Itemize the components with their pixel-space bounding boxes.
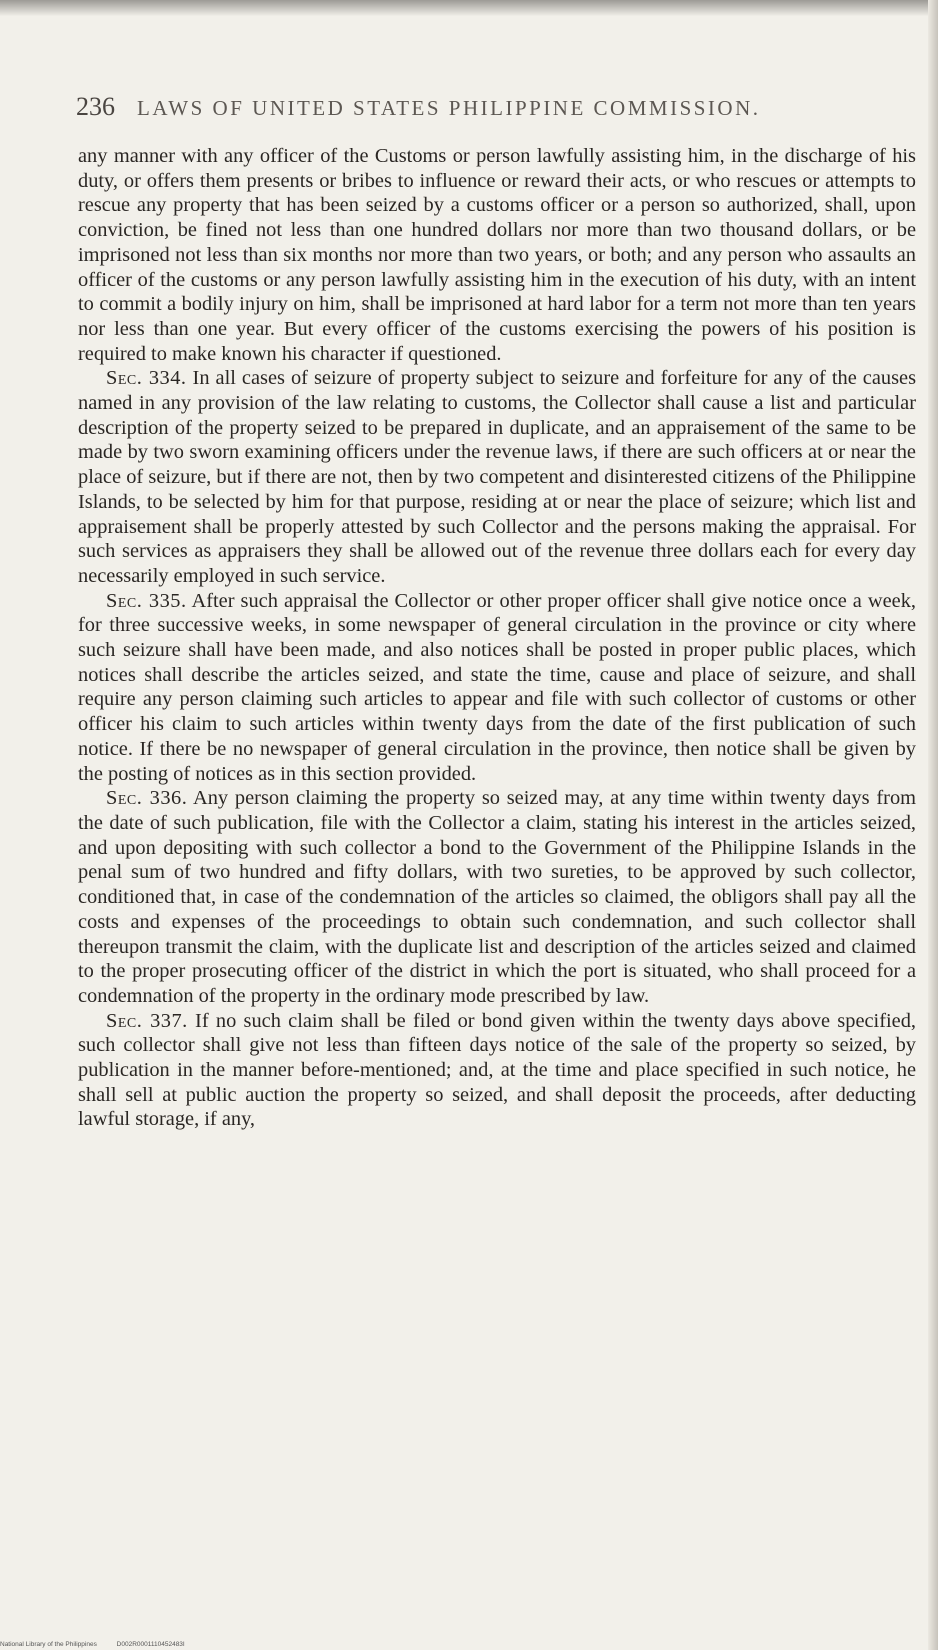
section-334 [78, 366, 916, 588]
scan-top-edge [0, 0, 938, 16]
footer-identifier: D002R0001110452483I [116, 1641, 185, 1648]
scan-right-edge [928, 0, 938, 1650]
paragraph-text: In all cases of seizure of property subject to seizure and forfeiture for any of the causes named in any provision of the law relating to customs, the Collector shall cause a list and particular description of the property seized to be prepared in duplicate, and an appraisement of the same to be made by two sworn examining officers under the revenue laws, if there are such officers at or near the place of seizure, but if there are not, then by two competent and disinterested citizens of the Philippine Islands, to be selected by him for that purpose, residing at or near the place of seizure; which list and appraisement shall be properly attested by such Collector and the persons making the appraisal. For such services as appraisers they shall be allowed out of the revenue three dollars each for every day necessarily employed in such service. [78, 367, 917, 587]
page-number: 236 [76, 92, 115, 121]
document-page [78, 92, 916, 1132]
section-label: Sec. 337. [106, 1009, 188, 1032]
paragraph-continuation [78, 144, 916, 366]
section-335 [78, 589, 916, 787]
scan-footer [0, 1641, 185, 1648]
body-text [78, 144, 916, 1132]
section-337 [78, 1009, 916, 1133]
paragraph-text: After such appraisal the Collector or other proper officer shall give notice once a week, for three successive weeks, in some newspaper of general circulation in the province or city where such seizure shall have been made, and also notices shall be posted in proper public places, which notices shall describe the articles seized, and state the time, cause and place of seizure, and shall require any person claiming such articles to appear and file with such collector of customs or other officer his claim to such articles within twenty days from the date of the first publication of such notice. If there be no newspaper of general circulation in the province, then notice shall be given by the posting of notices as in this section provided. [78, 589, 917, 785]
section-336 [78, 786, 916, 1008]
footer-library: National Library of the Philippines [0, 1641, 97, 1648]
paragraph-text: Any person claiming the property so seized may, at any time within twenty days from the date of such publication, file with the Collector a claim, stating his interest in the articles seized, and upon depositing with such collector a bond to the Government of the Philippine Islands in the penal sum of two hundred and fifty dollars, with two sureties, to be approved by such collector, conditioned that, in case of the condemnation of the articles so claimed, the obligors shall pay all the costs and expenses of the proceedings to obtain such condemnation, and such collector shall thereupon transmit the claim, with the duplicate list and description of the articles seized and claimed to the proper prosecuting officer of the district in which the port is situated, who shall proceed for a condemnation of the property in the ordinary mode prescribed by law. [78, 787, 916, 1007]
section-label: Sec. 334. [106, 367, 187, 390]
section-label: Sec. 335. [106, 589, 187, 612]
running-title: LAWS OF UNITED STATES PHILIPPINE COMMISSION. [137, 96, 761, 120]
paragraph-text: any manner with any officer of the Customs or person lawfully assisting him, in the discharge of his duty, or offers them presents or bribes to influence or reward their acts, or who rescues or attempts to rescue any property that has been seized by a customs officer or a person so authorized, shall, upon conviction, be fined not less than one hundred dollars nor more than two thousand dollars, or be imprisoned not less than six months nor more than two years, or both; and any person who assaults an officer of the customs or any person lawfully assisting him in the execution of his duty, with an intent to commit a bodily injury on him, shall be imprisoned at hard labor for a term not more than ten years nor less than one year. But every officer of the customs exercising the powers of his position is required to make known his character if questioned. [78, 145, 916, 365]
section-label: Sec. 336. [106, 787, 188, 810]
page-header [76, 92, 916, 132]
paragraph-text: If no such claim shall be filed or bond given within the twenty days above specified, such collector shall give not less than fifteen days notice of the sale of the property so seized, by publication in the manner before-mentioned; and, at the time and place specified in such notice, he shall sell at public auction the property so seized, and shall deposit the proceeds, after deducting lawful storage, if any, [78, 1009, 917, 1131]
